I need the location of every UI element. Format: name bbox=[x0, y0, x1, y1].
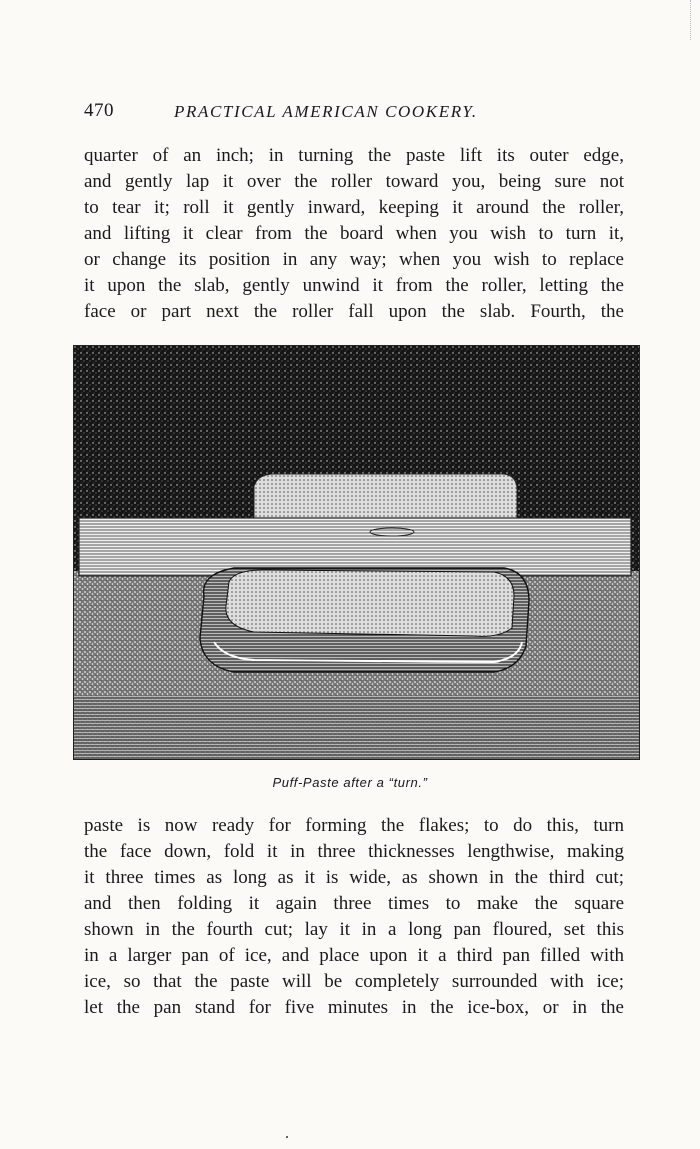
engraving-svg bbox=[74, 346, 639, 759]
text-line: paste is now ready for forming the flakes; to do this, turn bbox=[84, 815, 624, 836]
text-line: to tear it; roll it gently inward, keeping it around the roller, bbox=[84, 197, 624, 218]
text-line: face or part next the roller fall upon the slab. Fourth, the bbox=[84, 301, 624, 322]
paragraph-top bbox=[84, 143, 624, 325]
page-edge-mark bbox=[690, 0, 692, 40]
text-line: it upon the slab, gently unwind it from the roller, letting the bbox=[84, 275, 624, 296]
text-line: let the pan stand for five minutes in the ice-box, or in the bbox=[84, 997, 624, 1018]
stray-mark bbox=[286, 1136, 288, 1138]
running-title: PRACTICAL AMERICAN COOKERY. bbox=[174, 102, 478, 121]
text-line: or change its position in any way; when you wish to replace bbox=[84, 249, 624, 270]
text-line: in a larger pan of ice, and place upon it a third pan filled with bbox=[84, 945, 624, 966]
text-line: quarter of an inch; in turning the paste lift its outer edge, bbox=[84, 145, 624, 166]
paragraph-bottom bbox=[84, 813, 624, 1021]
text-line: the face down, fold it in three thicknesses lengthwise, making bbox=[84, 841, 624, 862]
text-line: ice, so that the paste will be completely surrounded with ice; bbox=[84, 971, 624, 992]
page-number: 470 bbox=[84, 100, 114, 121]
figure-caption: Puff-Paste after a “turn.” bbox=[272, 775, 428, 790]
text-line: shown in the fourth cut; lay it in a long pan floured, set this bbox=[84, 919, 624, 940]
text-line: and lifting it clear from the board when you wish to turn it, bbox=[84, 223, 624, 244]
text-line: and gently lap it over the roller toward you, being sure not bbox=[84, 171, 624, 192]
text-line: it three times as long as it is wide, as shown in the third cut; bbox=[84, 867, 624, 888]
engraving-illustration bbox=[73, 345, 640, 760]
text-line: and then folding it again three times to make the square bbox=[84, 893, 624, 914]
